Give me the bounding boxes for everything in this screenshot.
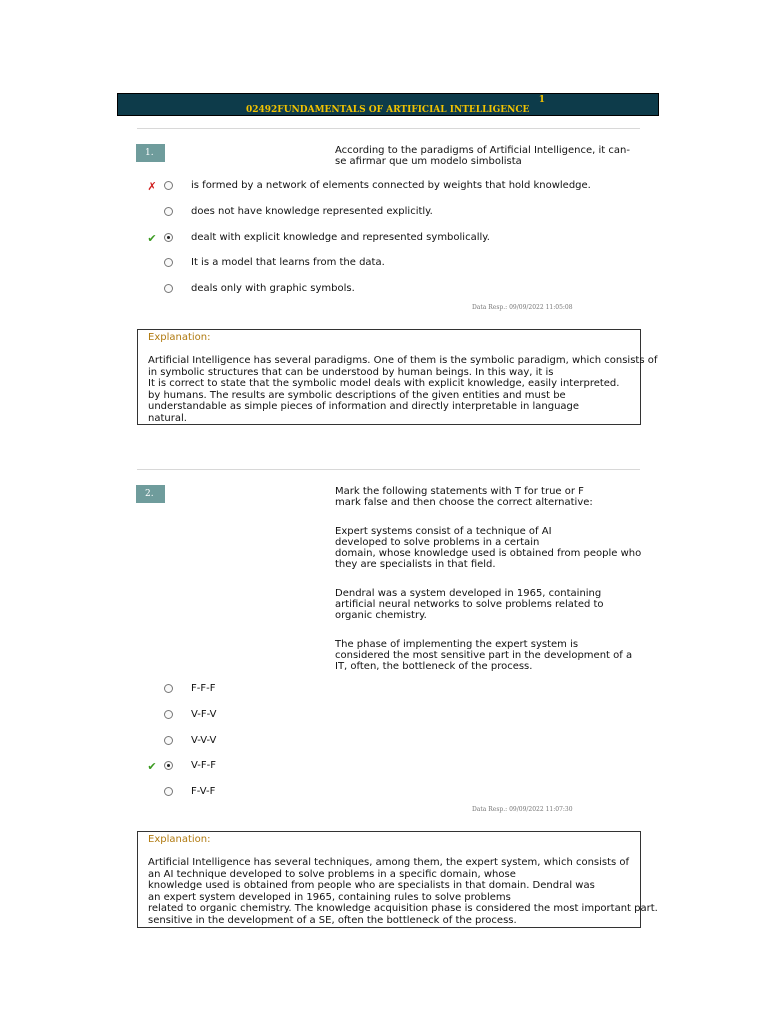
statement-line: they are specialists in that field. [335,559,496,570]
answer-option[interactable] [145,180,625,194]
explanation-text [148,857,658,926]
mark-slot [145,683,159,697]
radio-button[interactable] [164,684,173,693]
explanation-line: Artificial Intelligence has several techniques, among them, the expert system, which consists of [148,857,630,868]
radio-button[interactable] [164,181,173,190]
answer-option[interactable] [145,760,625,774]
statement-line: The phase of implementing the expert system is [335,639,579,650]
answer-option[interactable] [145,735,625,749]
option-label: deals only with graphic symbols. [191,283,355,294]
mark-slot [145,735,159,749]
statement-line: Dendral was a system developed in 1965, containing [335,588,602,599]
explanation-line: by humans. The results are symbolic descriptions of the given entities and must be [148,389,566,401]
option-label: F-F-F [191,683,216,694]
question-statement [335,486,640,672]
question-statement [335,145,635,167]
statement-line: considered the most sensitive part in the development of a [335,650,633,661]
mark-slot [145,786,159,800]
answer-option[interactable] [145,232,625,246]
answer-option[interactable] [145,709,625,723]
option-label: It is a model that learns from the data. [191,257,385,268]
answer-option[interactable] [145,283,625,297]
answer-option[interactable] [145,786,625,800]
course-title: 02492FUNDAMENTALS OF ARTIFICIAL INTELLIGENCE [246,105,530,115]
radio-button[interactable] [164,207,173,216]
explanation-line: sensitive in the development of a SE, often the bottleneck of the process. [148,914,517,926]
statement-line: se afirmar que um modelo simbolista [335,156,522,167]
statement-line: artificial neural networks to solve problems related to [335,599,604,610]
question-number: 1. [136,144,165,162]
explanation-line: in symbolic structures that can be understood by human beings. In this way, it is [148,366,554,378]
answer-option[interactable] [145,257,625,271]
statement-line: IT, often, the bottleneck of the process. [335,661,533,672]
option-label: is formed by a network of elements connected by weights that hold knowledge. [191,180,591,191]
course-header [117,93,659,116]
explanation-box [137,831,658,928]
radio-button[interactable] [164,258,173,267]
separator [137,469,640,470]
option-label: F-V-F [191,786,216,797]
statement-line: domain, whose knowledge used is obtained from people who [335,548,642,559]
radio-button[interactable] [164,736,173,745]
response-timestamp: Data Resp.: 09/09/2022 11:05:08 [472,304,573,311]
option-label: does not have knowledge represented explicitly. [191,206,433,217]
response-timestamp: Data Resp.: 09/09/2022 11:07:30 [472,806,573,813]
answer-option[interactable] [145,683,625,697]
explanation-text [148,355,658,424]
statement-line: Mark the following statements with T for true or F [335,486,584,497]
radio-button-selected[interactable] [164,233,173,242]
option-label: V-F-F [191,760,216,771]
radio-button[interactable] [164,787,173,796]
option-label: dealt with explicit knowledge and represented symbolically. [191,232,490,243]
statement-line: According to the paradigms of Artificial Intelligence, it can- [335,145,630,156]
separator [137,128,640,129]
statement-line: Expert systems consist of a technique of AI [335,526,552,537]
explanation-title: Explanation: [148,332,211,343]
radio-button[interactable] [164,284,173,293]
explanation-title: Explanation: [148,834,211,845]
explanation-line: It is correct to state that the symbolic model deals with explicit knowledge, easily interpreted. [148,378,620,389]
mark-slot [145,283,159,297]
explanation-line: natural. [148,412,187,424]
explanation-line: Artificial Intelligence has several paradigms. One of them is the symbolic paradigm, which consists of [148,355,658,366]
explanation-line: knowledge used is obtained from people who are specialists in that domain. Dendral was [148,880,595,891]
explanation-line: related to organic chemistry. The knowledge acquisition phase is considered the most important part. [148,903,658,914]
answer-option[interactable] [145,206,625,220]
page-number: 1 [538,95,545,105]
radio-button[interactable] [164,710,173,719]
mark-slot [145,709,159,723]
explanation-line: an AI technique developed to solve problems in a specific domain, whose [148,868,516,880]
mark-slot [145,257,159,271]
correct-check-icon: ✔ [147,232,157,245]
statement-line: mark false and then choose the correct alternative: [335,497,593,508]
statement-line: organic chemistry. [335,610,427,621]
explanation-line: an expert system developed in 1965, containing rules to solve problems [148,891,511,903]
statement-line: developed to solve problems in a certain [335,537,540,548]
option-label: V-F-V [191,709,217,720]
mark-slot [145,206,159,220]
wrong-x-icon: ✗ [147,180,157,193]
correct-check-icon: ✔ [147,760,157,773]
radio-button-selected[interactable] [164,761,173,770]
question-number: 2. [136,485,165,503]
explanation-box [137,329,658,425]
option-label: V-V-V [191,735,217,746]
explanation-line: understandable as simple pieces of information and directly interpretable in language [148,401,580,412]
